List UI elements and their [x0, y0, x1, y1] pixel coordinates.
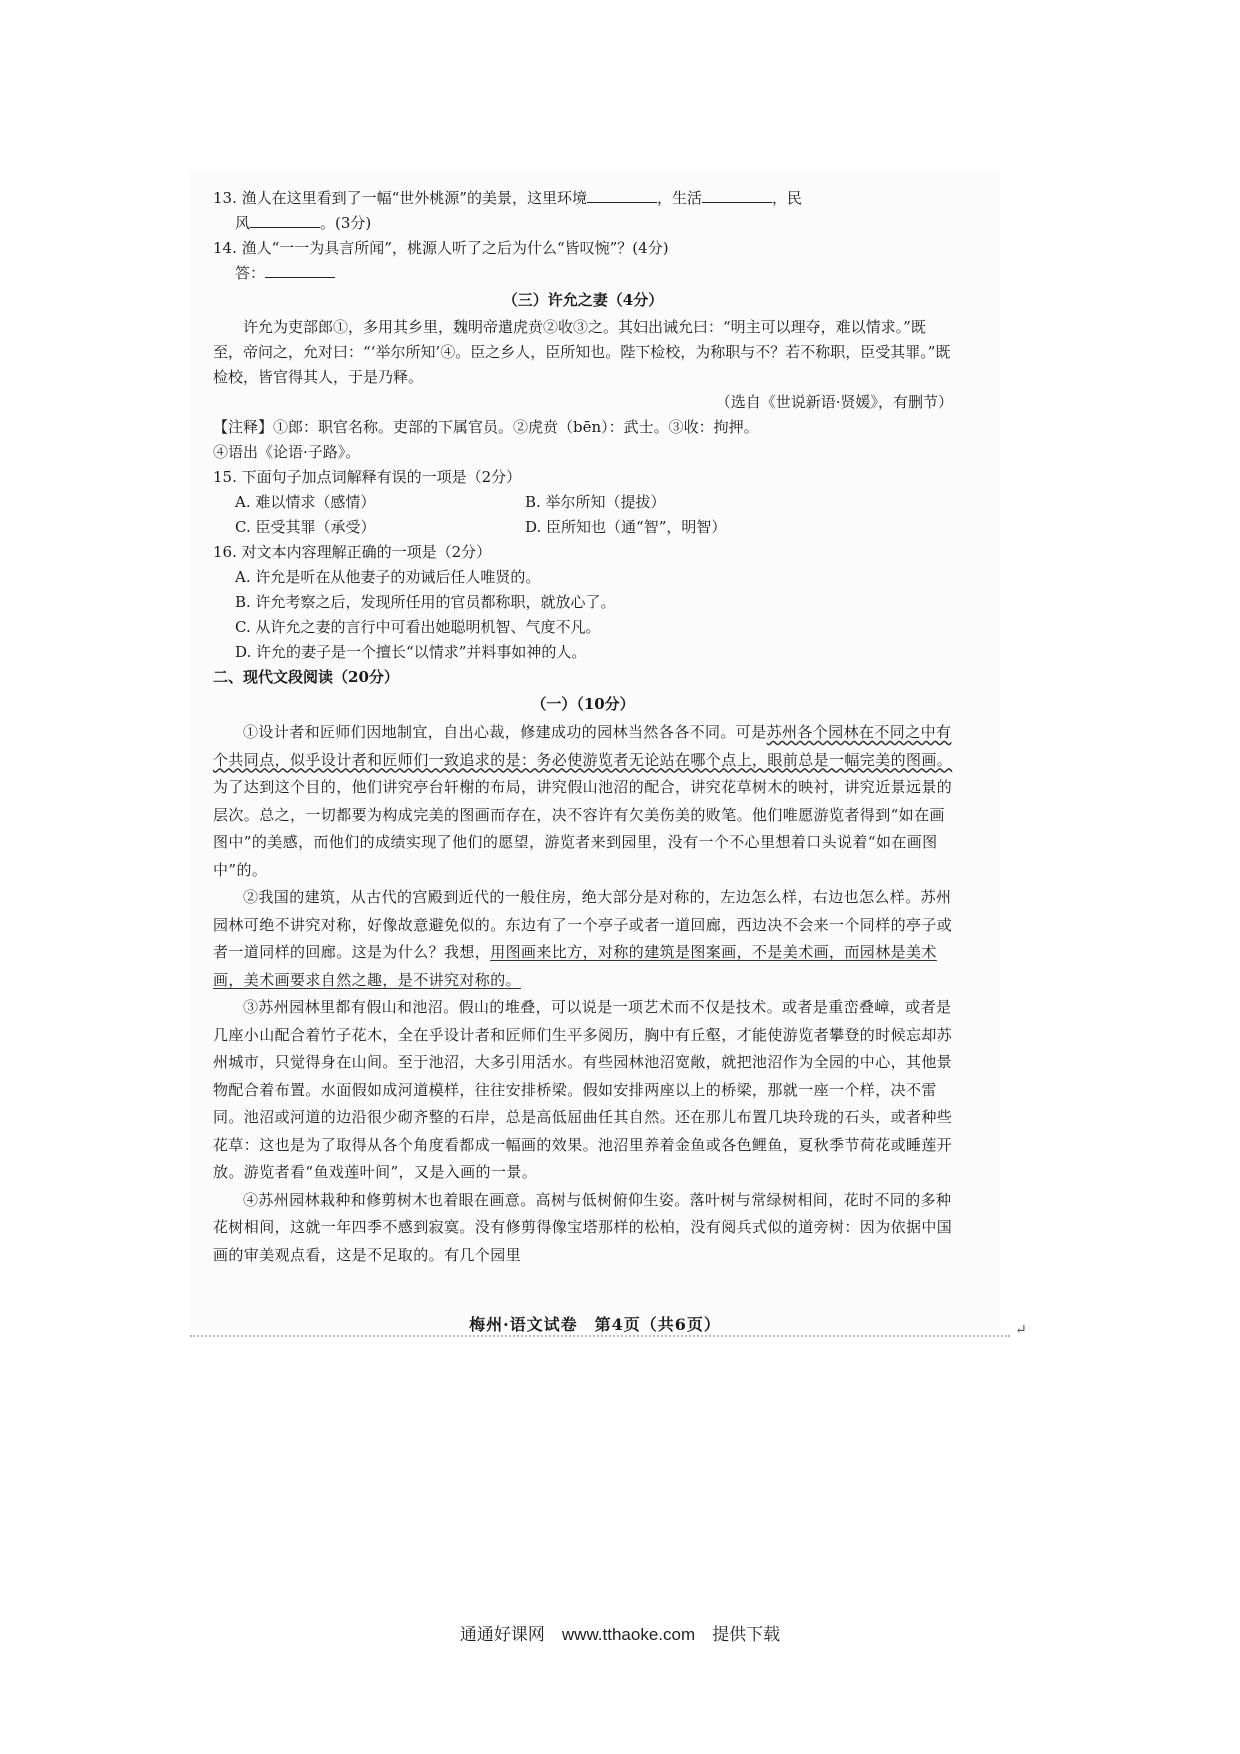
q15-options — [213, 490, 953, 540]
q13-blank-env — [587, 188, 657, 203]
q13-prefix: 13. 渔人在这里看到了一幅“世外桃源”的美景，这里环境 — [213, 189, 587, 207]
article-body — [213, 719, 953, 1269]
q13-mid1: ，生活 — [656, 189, 702, 207]
question-16: 16. 对文本内容理解正确的一项是（2分） — [213, 543, 492, 561]
classical-source: （选自《世说新语·贤媛》，有删节） — [715, 393, 953, 411]
answer-label: 答： — [235, 264, 266, 282]
q16-option-b: B. 许允考察之后，发现所任用的官员都称职，就放心了。 — [235, 593, 616, 611]
q16-option-d: D. 许允的妻子是一个擅长“以情求”并料事如神的人。 — [235, 643, 587, 661]
modern-part-title: （一）（10分） — [531, 695, 635, 713]
q13-mid2: ，民 — [771, 189, 802, 207]
p2-text-a: ②我国的建筑，从古代的宫殿到近代的一般住房，绝大部分是对称的，左边怎么样，右边也怎么样。苏州园林可绝不讲究对称，好像故意避免似的。东边有了一个亭子或者一道回廊，西边决不会来一个同样的亭子或者一道同样的回廊。这是为什么？我想， — [213, 888, 953, 961]
question-13 — [213, 186, 953, 211]
return-mark-icon: ↵ — [1015, 1322, 1027, 1338]
article-paragraph-2 — [213, 884, 953, 994]
question-14: 14. 渔人“一一为具言所闻”，桃源人听了之后为什么“皆叹惋”？(4分) — [213, 239, 669, 257]
q15-option-d: D. 臣所知也（通“智”，明智） — [525, 518, 727, 536]
q13-blank-custom — [250, 213, 320, 228]
q15-option-a: A. 难以情求（感情） — [235, 493, 376, 511]
p1-text-a: ①设计者和匠师们因地制宜，自出心裁，修建成功的园林当然各各不同。可是 — [243, 723, 767, 741]
question-14-answer — [213, 261, 953, 286]
classical-notes-1: 【注释】①郎：职官名称。吏部的下属官员。②虎贲（bēn）：武士。③收：拘押。 — [213, 418, 759, 436]
download-credit: 通通好课网 www.tthaoke.com 提供下载 — [459, 1625, 781, 1644]
question-15: 15. 下面句子加点词解释有误的一项是（2分） — [213, 468, 522, 486]
q14-blank — [265, 263, 335, 278]
classical-notes-2: ④语出《论语·子路》。 — [213, 443, 361, 461]
modern-section-title: 二、现代文段阅读（20分） — [213, 668, 399, 686]
classical-title: （三）许允之妻（4分） — [502, 291, 664, 309]
p1-wavy-underline: 苏州各个园林在不同之中有个共同点，似乎设计者和匠师们一致追求的是：务必使游览者无论站在哪个点上，眼前总是一幅完美的图画。 — [213, 723, 953, 769]
q13-line2a: 风 — [235, 214, 251, 232]
question-13-line2 — [213, 211, 953, 236]
q16-option-a: A. 许允是听在从他妻子的劝诫后任人唯贤的。 — [235, 568, 541, 586]
page-footer: 梅州·语文试卷 第4页（共6页） — [469, 1315, 721, 1334]
article-paragraph-1 — [213, 719, 953, 884]
q15-option-b: B. 举尔所知（提拔） — [525, 493, 666, 511]
q13-line2b: 。(3分) — [320, 214, 372, 232]
q13-blank-life — [702, 188, 772, 203]
article-paragraph-4: ④苏州园林栽种和修剪树木也着眼在画意。高树与低树俯仰生姿。落叶树与常绿树相间，花时不同的多种花树相间，这就一年四季不感到寂寞。没有修剪得像宝塔那样的松柏，没有阅兵式似的道旁树：因为依据中国画的审美观点看，这是不足取的。有几个园里 — [213, 1190, 953, 1264]
q16-option-c: C. 从许允之妻的言行中可看出她聪明机智、气度不凡。 — [235, 618, 601, 636]
q15-option-c: C. 臣受其罪（承受） — [235, 518, 376, 536]
article-paragraph-3: ③苏州园林里都有假山和池沼。假山的堆叠，可以说是一项艺术而不仅是技术。或者是重峦叠嶂，或者是几座小山配合着竹子花木，全在乎设计者和匠师们生平多阅历，胸中有丘壑，才能使游览者攀登的时候忘却苏州城市，只觉得身在山间。至于池沼，大多引用活水。有些园林池沼宽敞，就把池沼作为全园的中心，其他景物配合着布置。水面假如成河道模样，往往安排桥梁。假如安排两座以上的桥梁，那就一座一个样，决不雷同。池沼或河道的边沿很少砌齐整的石岸，总是高低屈曲任其自然。还在那儿布置几块玲珑的石头，或者种些花草：这也是为了取得从各个角度看都成一幅画的效果。池沼里养着金鱼或各色鲤鱼，夏秋季节荷花或睡莲开放。游览者看“鱼戏莲叶间”，又是入画的一景。 — [213, 998, 953, 1181]
exam-content — [213, 186, 953, 1269]
p2-underline: 用图画来比方，对称的建筑是图案画，不是美术画，而园林是美术画，美术画要求自然之趣，是不讲究对称的。 — [213, 943, 937, 989]
p1-text-b: 为了达到这个目的，他们讲究亭台轩榭的布局，讲究假山池沼的配合，讲究花草树木的映衬，讲究近景远景的层次。总之，一切都要为构成完美的图画而存在，决不容许有欠美伤美的败笔。他们唯愿游览者得到“如在画图中”的美感，而他们的成绩实现了他们的愿望，游览者来到园里，没有一个不心里想着口头说着“如在画图中”的。 — [213, 778, 953, 879]
classical-paragraph: 许允为吏部郎①，多用其乡里，魏明帝遣虎贲②收③之。其妇出诫允曰：“明主可以理夺，难以情求。”既至，帝问之，允对曰：“‘举尔所知’④。臣之乡人，臣所知也。陛下检校，为称职与不？若不称职，臣受其罪。”既检校，皆官得其人，于是乃释。 — [213, 318, 951, 386]
page-divider — [190, 1335, 1010, 1337]
